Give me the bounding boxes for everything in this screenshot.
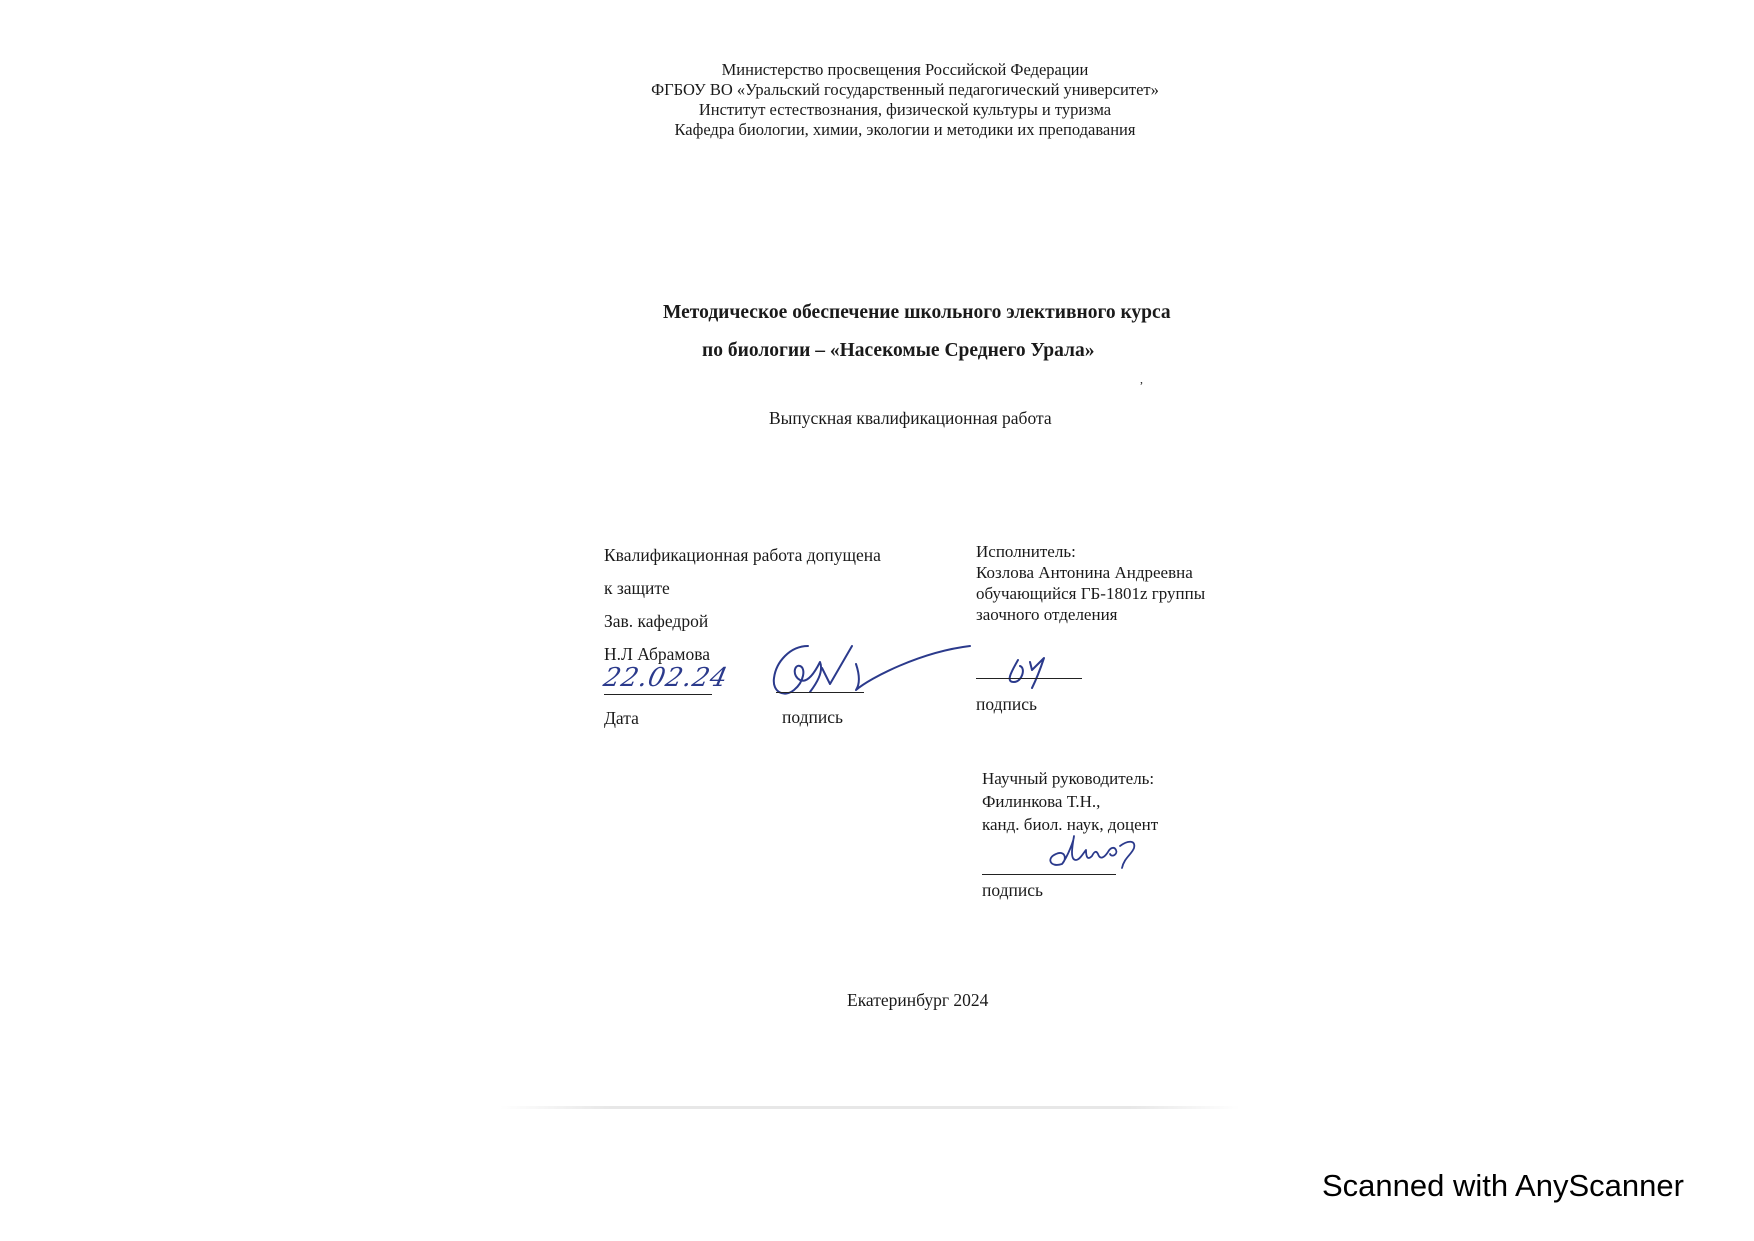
performer-department: заочного отделения bbox=[976, 605, 1118, 624]
work-type: Выпускная квалификационная работа bbox=[769, 408, 1052, 428]
supervisor-signature-rule bbox=[982, 874, 1116, 875]
performer-group: обучающийся ГБ-1801z группы bbox=[976, 584, 1206, 603]
admission-line-1: Квалификационная работа допущена bbox=[604, 545, 881, 565]
supervisor-signature-label: подпись bbox=[982, 880, 1043, 900]
thesis-title-line-1: Методическое обеспечение школьного элективного курса bbox=[663, 302, 1171, 323]
handwritten-date: 22.02.24 bbox=[600, 663, 731, 693]
head-of-department-label: Зав. кафедрой bbox=[604, 611, 709, 631]
thesis-title-line-2: по биологии – «Насекомые Среднего Урала» bbox=[702, 340, 1095, 361]
date-rule bbox=[604, 694, 712, 695]
ministry-line: Министерство просвещения Российской Федерации bbox=[721, 60, 1089, 79]
stray-mark: , bbox=[1140, 372, 1143, 386]
supervisor-name: Филинкова Т.Н., bbox=[982, 792, 1101, 811]
supervisor-degree: канд. биол. наук, доцент bbox=[982, 815, 1159, 834]
performer-signature bbox=[1000, 650, 1060, 690]
admission-line-2: к защите bbox=[604, 578, 670, 598]
supervisor-signature bbox=[1040, 830, 1145, 875]
head-signature-label: подпись bbox=[782, 707, 843, 727]
head-of-department-name: Н.Л Абрамова bbox=[604, 644, 711, 664]
city-year: Екатеринбург 2024 bbox=[847, 990, 989, 1010]
scan-edge-shadow bbox=[500, 1106, 1240, 1109]
institution-header bbox=[500, 60, 1310, 140]
performer-signature-rule bbox=[976, 678, 1082, 679]
date-label: Дата bbox=[604, 708, 639, 728]
university-line: ФГБОУ ВО «Уральский государственный педагогический университет» bbox=[651, 80, 1159, 99]
department-line: Кафедра биологии, химии, экологии и методики их преподавания bbox=[674, 120, 1136, 139]
scanner-watermark: Scanned with AnyScanner bbox=[1322, 1168, 1684, 1203]
supervisor-label: Научный руководитель: bbox=[982, 769, 1155, 788]
performer-label: Исполнитель: bbox=[976, 542, 1076, 561]
performer-name: Козлова Антонина Андреевна bbox=[976, 563, 1193, 582]
institute-line: Институт естествознания, физической культуры и туризма bbox=[698, 100, 1112, 119]
performer-signature-label: подпись bbox=[976, 694, 1037, 714]
head-signature-rule bbox=[776, 692, 864, 693]
